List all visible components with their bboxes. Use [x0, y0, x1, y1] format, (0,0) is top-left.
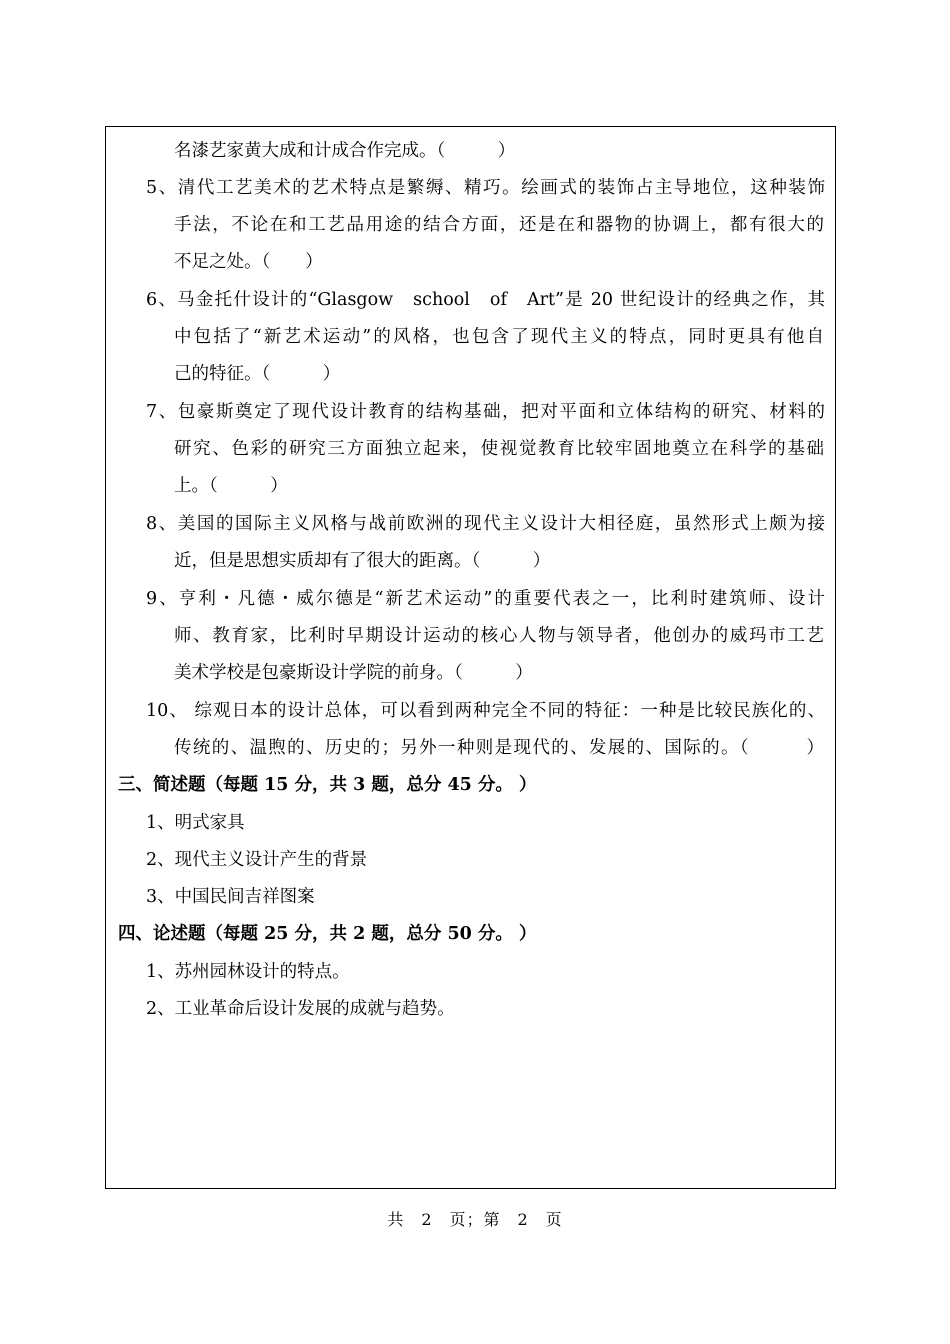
- question-7-line-3: 上。（ ）: [174, 476, 288, 496]
- section-4-item-2: 2、工业革命后设计发展的成就与趋势。: [146, 999, 455, 1019]
- section-4-heading: 四、论述题（每题 25 分，共 2 题，总分 50 分。 ）: [118, 924, 537, 944]
- question-5-line-3: 不足之处。（ ）: [174, 252, 323, 272]
- question-9-line-2: 师、教育家，比利时早期设计运动的核心人物与领导者，他创办的威玛市工艺: [174, 626, 824, 646]
- section-3-item-1: 1、明式家具: [146, 813, 245, 833]
- question-8-line-2: 近，但是思想实质却有了很大的距离。（ ）: [174, 551, 551, 571]
- question-6-line-2: 中包括了“新艺术运动”的风格，也包含了现代主义的特点，同时更具有他自: [174, 327, 824, 347]
- section-3-item-2: 2、现代主义设计产生的背景: [146, 850, 368, 870]
- section-4-item-1: 1、苏州园林设计的特点。: [146, 962, 350, 982]
- page-number-footer: 共 2 页；第 2 页: [387, 1210, 563, 1229]
- question-8-line-1: 8、美国的国际主义风格与战前欧洲的现代主义设计大相径庭，虽然形式上颇为接: [146, 514, 825, 534]
- question-9-line-3: 美术学校是包豪斯设计学院的前身。（ ）: [174, 663, 533, 683]
- question-7-line-2: 研究、色彩的研究三方面独立起来，使视觉教育比较牢固地奠立在科学的基础: [174, 439, 824, 459]
- section-3-item-3: 3、中国民间吉祥图案: [146, 887, 315, 907]
- question-4-tail: 名漆艺家黄大成和计成合作完成。（ ）: [174, 141, 516, 161]
- question-10-line-2: 传统的、温煦的、历史的；另外一种则是现代的、发展的、国际的。（ ）: [174, 738, 824, 758]
- section-3-heading: 三、简述题（每题 15 分，共 3 题，总分 45 分。 ）: [118, 775, 537, 795]
- exam-border-frame: [105, 126, 836, 1189]
- question-10-line-1: 10、 综观日本的设计总体，可以看到两种完全不同的特征：一种是比较民族化的、: [146, 701, 825, 721]
- question-9-line-1: 9、亨利・凡德・威尔德是“新艺术运动”的重要代表之一，比利时建筑师、设计: [146, 589, 825, 609]
- question-6-line-3: 己的特征。（ ）: [174, 364, 341, 384]
- question-5-line-1: 5、清代工艺美术的艺术特点是繁缛、精巧。绘画式的装饰占主导地位，这种装饰: [146, 178, 825, 198]
- question-6-line-1: 6、马金托什设计的“Glasgow school of Art”是 20 世纪设计的经典之作，其: [146, 290, 825, 310]
- question-5-line-2: 手法，不论在和工艺品用途的结合方面，还是在和器物的协调上，都有很大的: [174, 215, 824, 235]
- question-7-line-1: 7、包豪斯奠定了现代设计教育的结构基础，把对平面和立体结构的研究、材料的: [146, 402, 825, 422]
